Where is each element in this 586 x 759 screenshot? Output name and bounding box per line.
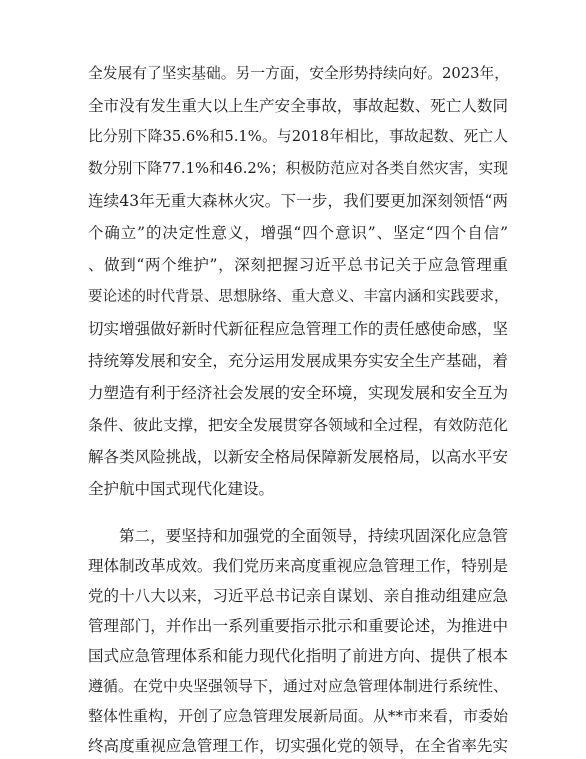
paragraph-2-line-3: 党的十八大以来，习近平总书记亲自谋划、亲自推动组建应急 — [88, 587, 508, 605]
paragraph-1-line-11: 力塑造有利于经济社会发展的安全环境，实现发展和安全互为 — [88, 384, 508, 402]
paragraph-2-line-6: 遵循。在党中央坚强领导下，通过对应急管理体制进行系统性、 — [88, 677, 509, 695]
paragraph-2-line-8: 终高度重视应急管理工作，切实强化党的领导，在全省率先实 — [88, 737, 508, 755]
paragraph-1-line-7: 、做到“两个维护”，深刻把握习近平总书记关于应急管理重 — [88, 256, 508, 274]
paragraph-1-line-14: 全护航中国式现代化建设。 — [88, 480, 275, 498]
paragraph-1-line-8: 要论述的时代背景、思想脉络、重大意义、丰富内涵和实践要求， — [88, 289, 509, 305]
paragraph-2-line-4: 管理部门，并作出一系列重要指示批示和重要论述，为推进中 — [88, 617, 508, 635]
paragraph-1-line-13: 解各类风险挑战，以新安全格局保障新发展格局，以高水平安 — [88, 448, 508, 466]
paragraph-2-line-7: 整体性重构，开创了应急管理发展新局面。从**市来看，市委始 — [88, 707, 509, 725]
paragraph-1-line-3: 比分别下降35.6%和5.1%。与2018年相比，事故起数、死亡人 — [88, 128, 508, 145]
paragraph-2-line-2: 理体制改革成效。我们党历来高度重视应急管理工作，特别是 — [88, 557, 508, 575]
paragraph-1-line-9: 切实增强做好新时代新征程应急管理工作的责任感使命感，坚 — [88, 320, 508, 338]
paragraph-2-line-1: 第二，要坚持和加强党的全面领导，持续巩固深化应急管 — [119, 527, 508, 545]
paragraph-1-line-5: 连续43年无重大森林火灾。下一步，我们要更加深刻领悟“两 — [88, 192, 508, 210]
paragraph-1-line-10: 持统筹发展和安全，充分运用发展成果夯实安全生产基础，着 — [88, 352, 508, 370]
paragraph-1-line-12: 条件、彼此支撑，把安全发展贯穿各领域和全过程，有效防范化 — [88, 416, 509, 434]
paragraph-1-line-1: 全发展有了坚实基础。另一方面，安全形势持续向好。2023年， — [88, 65, 510, 82]
paragraph-2-line-5: 国式应急管理体系和能力现代化指明了前进方向、提供了根本 — [88, 647, 508, 665]
paragraph-1-line-6: 个确立”的决定性意义，增强“四个意识”、坚定“四个自信” — [88, 224, 508, 242]
paragraph-1-line-4: 数分别下降77.1%和46.2%；积极防范应对各类自然灾害，实现 — [88, 160, 508, 177]
paragraph-1-line-2: 全市没有发生重大以上生产安全事故，事故起数、死亡人数同 — [88, 97, 508, 115]
